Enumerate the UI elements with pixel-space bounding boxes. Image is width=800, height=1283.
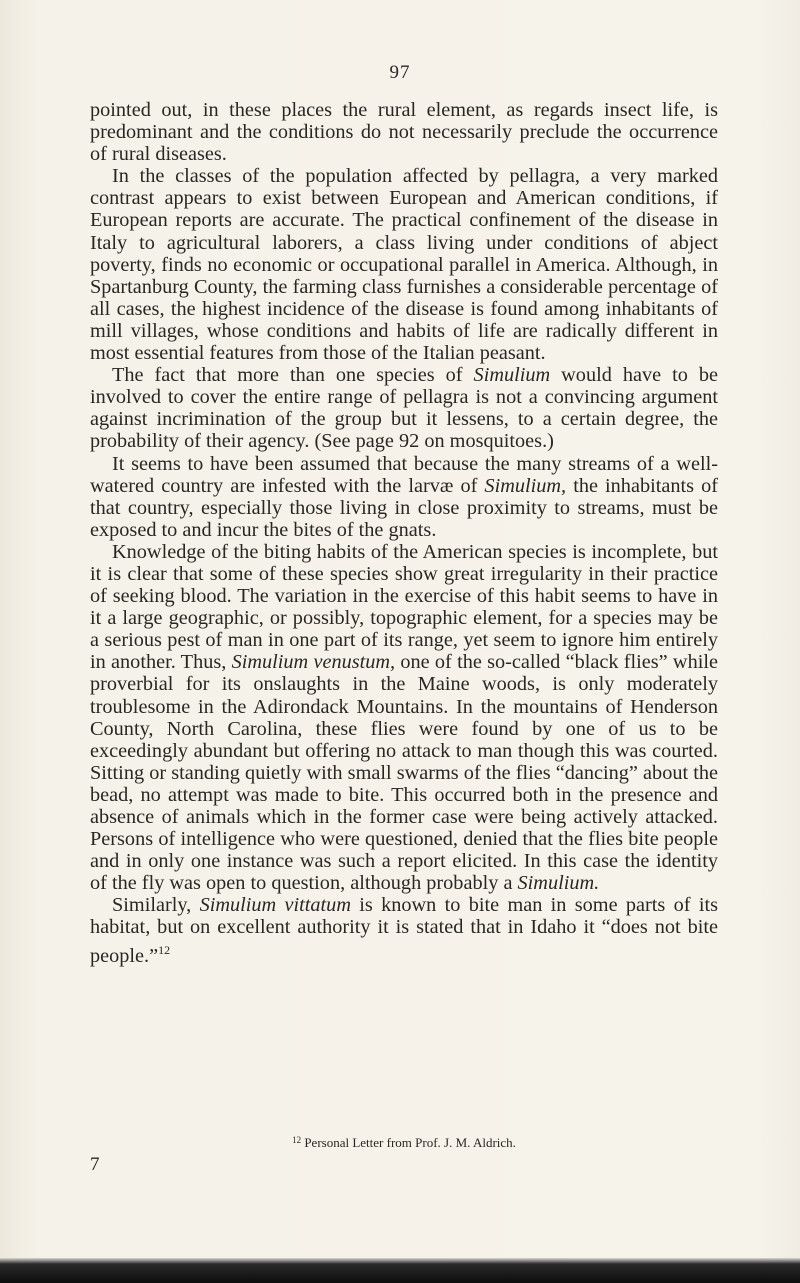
scan-edge-band: [0, 1258, 800, 1283]
signature-mark: 7: [90, 1154, 100, 1175]
text-segment: It seems to have been assumed that because the many streams of a well-watered country are infested with the larvæ of: [90, 452, 718, 497]
text-segment: one of the so-called “black flies” while proverbial for its onslaughts in the Maine woods, is only moderately troublesome in the Adirondack Mountains. In the mountains of Henderson County, North Carolina, these flies were found by one of us to be exceedingly abundant but offering no attack to man though this was courted. Sitting or standing quietly with small swarms of the flies “dancing” about the bead, no attempt was made to bite. This occurred both in the presence and absence of animals which in the former case were being actively attacked. Persons of intelligence who were questioned, denied that the flies bite people and in only one instance was such a report elicited. In this case the identity of the fly was open to question, although probably a: [90, 651, 718, 895]
text-segment: pointed out, in these places the rural element, as regards insect life, is predominant and the conditions do not necessarily preclude the occurrence of rural diseases.: [90, 99, 718, 166]
page-number: 97: [389, 62, 411, 83]
paragraph: [90, 364, 718, 452]
footnote-text: Personal Letter from Prof. J. M. Aldrich.: [304, 1135, 516, 1150]
italic-text: Simulium,: [484, 474, 567, 497]
text-segment: would have to be involved to cover the entire range of pellagra is not a convincing argument against incrimination of the group but it lessens, to a certain degree, the probability of their agency. (See page 92 on mosquitoes.): [90, 364, 719, 453]
paragraph: [90, 165, 718, 364]
paragraph: [90, 99, 718, 165]
text-segment: the inhabitants of that country, especially those living in close proximity to streams, must be exposed to and incur the bites of the gnats.: [90, 474, 718, 541]
footnote-marker: 12: [292, 1135, 302, 1145]
body-text: [90, 99, 718, 967]
paragraph: [90, 453, 718, 541]
italic-text: Simulium venustum,: [231, 651, 396, 674]
text-segment: is known to bite man in some parts of its habitat, but on excellent authority it is stated that in Idaho it “does not bite people.”: [90, 894, 718, 967]
footnote-reference: 12: [158, 942, 171, 957]
paragraph: [90, 894, 718, 966]
footnote: [90, 1132, 718, 1151]
italic-text: Simulium.: [517, 872, 600, 895]
text-segment: The fact that more than one species of: [112, 364, 474, 387]
italic-text: Simulium: [473, 364, 551, 387]
paragraph: [90, 541, 718, 895]
text-segment: Knowledge of the biting habits of the American species is incomplete, but it is clear that some of these species show great irregularity in their practice of seeking blood. The variation in the exercise of this habit seems to have in it a large geographic, or possibly, topographic element, for a species may be a serious pest of man in one part of its range, yet seem to ignore him entirely in another. Thus,: [90, 540, 718, 674]
italic-text: Simulium vittatum: [199, 894, 351, 917]
text-segment: Similarly,: [112, 894, 200, 917]
text-segment: In the classes of the population affected by pellagra, a very marked contrast appears to exist between European and American conditions, if European reports are accurate. The practical confinement of the disease in Italy to agricultural laborers, a class living under conditions of abject poverty, finds no economic or occupational parallel in America. Although, in Spartanburg County, the farming class furnishes a considerable percentage of all cases, the highest incidence of the disease is found among inhabitants of mill villages, whose conditions and habits of life are radically different in most essential features from those of the Italian peasant.: [90, 165, 718, 365]
